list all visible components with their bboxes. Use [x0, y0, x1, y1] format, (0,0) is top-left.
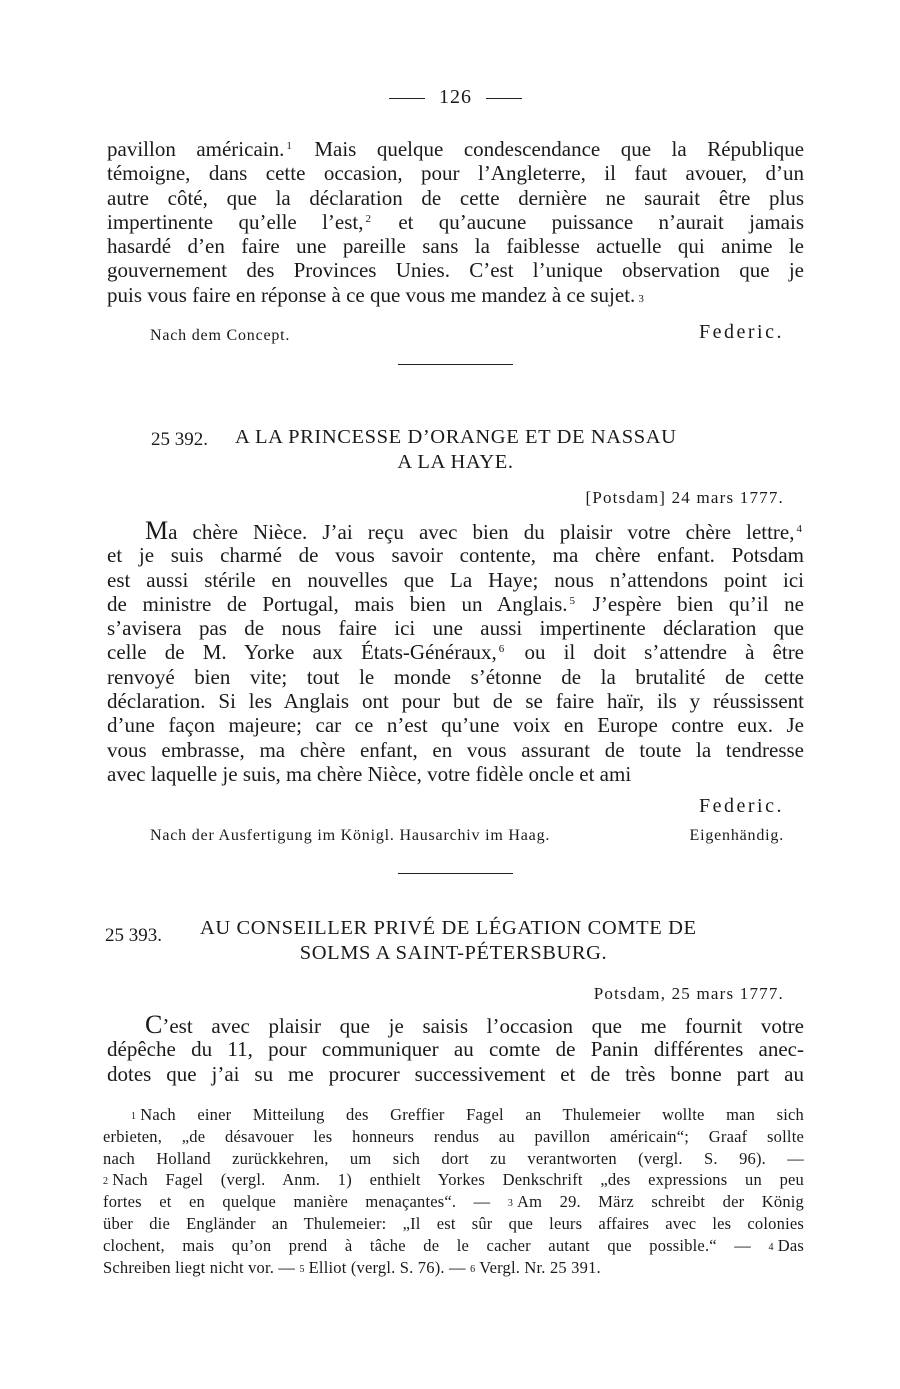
- text-line: dépêche du 11, pour communiquer au comte de Panin différentes anec-: [107, 1037, 804, 1062]
- text-line: dotes que j’ai su me procurer successivement et de très bonne part au: [107, 1061, 804, 1086]
- source-note: Nach dem Concept.: [150, 327, 291, 344]
- letter-number: 25 393.: [105, 925, 162, 946]
- footnote-line: 1 Nach einer Mitteilung des Greffier Fagel an Thulemeier wollte man sich: [131, 1105, 804, 1124]
- text-line: déclaration. Si les Anglais ont pour but de se faire haïr, ils y réussissent: [107, 689, 804, 714]
- footnote-ref: 5: [569, 594, 576, 607]
- footnote-line: 2 Nach Fagel (vergl. Anm. 1) enthielt Yorkes Denkschrift „des expressions un peu: [103, 1170, 804, 1190]
- footnote-ref: 6: [498, 643, 505, 656]
- section-divider: [398, 364, 513, 365]
- footnote-line: fortes et en quelque manière menaçantes“. — 3 Am 29. März schreibt der König: [103, 1192, 805, 1212]
- footnote-marker: 6: [470, 1263, 476, 1275]
- text-line: impertinente qu’elle l’est, $^2$ et qu’aucune puissance n’aurait jamais: [107, 209, 804, 234]
- letter-title-line1: AU CONSEILLER PRIVÉ DE LÉGATION COMTE DE: [200, 917, 697, 939]
- initial-letter: M: [145, 516, 169, 545]
- text-line: et je suis charmé de vous savoir contente, ma chère enfant. Potsdam: [107, 543, 804, 568]
- footnote-marker: 4: [768, 1241, 774, 1253]
- text-line: hasardé d’en faire une pareille sans la faiblesse actuelle qui anime le: [107, 234, 804, 259]
- section-divider: [398, 873, 513, 874]
- footnote-line: Schreiben liegt nicht vor. — 5 Elliot (vergl. S. 76). — 6 Vergl. Nr. 25 391.: [103, 1257, 601, 1277]
- text-line: renvoyé bien vite; tout le monde s’étonne de la brutalité de cette: [107, 664, 804, 689]
- text-line: gouvernement des Provinces Unies. C’est l’unique observation que je: [107, 258, 804, 283]
- page-number-header: [107, 86, 804, 109]
- text-line: vous embrasse, ma chère enfant, en vous assurant de toute la tendresse: [107, 737, 804, 762]
- text-line: s’avisera pas de nous faire ici une aussi impertinente déclaration que: [107, 616, 804, 641]
- signature: Federic.: [699, 795, 784, 817]
- text-line: avec laquelle je suis, ma chère Nièce, votre fidèle oncle et ami: [107, 761, 632, 786]
- footnote-line: erbieten, „de désavouer les honneurs rendus au pavillon américain“; Graaf sollte: [103, 1126, 804, 1146]
- letter-title-line1: A LA PRINCESSE D’ORANGE ET DE NASSAU: [235, 426, 677, 448]
- letter-title-line2: A LA HAYE.: [397, 451, 514, 473]
- text-line: celle de M. Yorke aux États-Généraux, $^6$ ou il doit s’attendre à être: [107, 640, 805, 665]
- dateline: Potsdam, 25 mars 1777.: [593, 984, 784, 1003]
- letter-number: 25 392.: [151, 429, 208, 450]
- text-line: Ma chère Nièce. J’ai reçu avec bien du plaisir votre chère lettre, $^4$: [145, 516, 802, 545]
- initial-letter: C: [145, 1010, 163, 1039]
- page-number: 126: [439, 86, 472, 108]
- footnote-marker: 2: [103, 1176, 109, 1188]
- footnote-line: clochent, mais qu’on prend à tâche de le cacher autant que possible.“ — 4 Das: [103, 1235, 804, 1255]
- footnote-ref: 1: [286, 140, 292, 152]
- source-note: Nach der Ausfertigung im Königl. Hausarchiv im Haag.: [150, 827, 551, 844]
- dateline: [Potsdam] 24 mars 1777.: [585, 488, 784, 507]
- header-dash-left: [389, 98, 425, 99]
- header-dash-right: [486, 98, 522, 99]
- text-line: C’est avec plaisir que je saisis l’occasion que me fournit votre: [145, 1010, 804, 1039]
- footnote-ref: 2: [365, 212, 371, 225]
- text-line: autre côté, que la déclaration de cette dernière ne saurait être plus: [107, 185, 804, 210]
- previous-letter-text: [107, 137, 804, 307]
- text-line: témoigne, dans cette occasion, pour l’Angleterre, il faut avouer, d’un: [107, 161, 804, 186]
- footnote-ref: 3: [638, 292, 644, 305]
- footnotes: [103, 1104, 804, 1278]
- text-line: d’une façon majeure; car ce n’est qu’une voix en Europe contre eux. Je: [107, 713, 804, 738]
- footnote-ref: 4: [796, 523, 802, 535]
- signature: Federic.: [699, 321, 784, 343]
- letter-text: [107, 516, 805, 786]
- text-line: de ministre de Portugal, mais bien un Anglais. $^5$ J’espère bien qu’il ne: [107, 591, 804, 616]
- footnote-line: nach Holland zurückkehren, um sich dort zu verantworten (vergl. S. 96). —: [103, 1148, 804, 1168]
- text-line: pavillon américain. $^1$ Mais quelque condescendance que la République: [107, 137, 805, 161]
- footnote-line: über die Engländer an Thulemeier: „Il est sûr que leurs affaires avec les colonies: [103, 1213, 804, 1233]
- footnote-marker: 3: [507, 1198, 514, 1210]
- text-line: puis vous faire en réponse à ce que vous me mandez à ce sujet. 3: [107, 282, 644, 307]
- letter-title-line2: SOLMS A SAINT-PÉTERSBURG.: [299, 942, 608, 964]
- footnote-marker: 5: [299, 1263, 305, 1275]
- letter-text: [107, 1010, 804, 1086]
- footnote-marker: 1: [131, 1111, 137, 1122]
- source-note-autograph: Eigenhändig.: [689, 827, 784, 844]
- text-line: est aussi stérile en nouvelles que La Haye; nous n’attendons point ici: [107, 567, 804, 592]
